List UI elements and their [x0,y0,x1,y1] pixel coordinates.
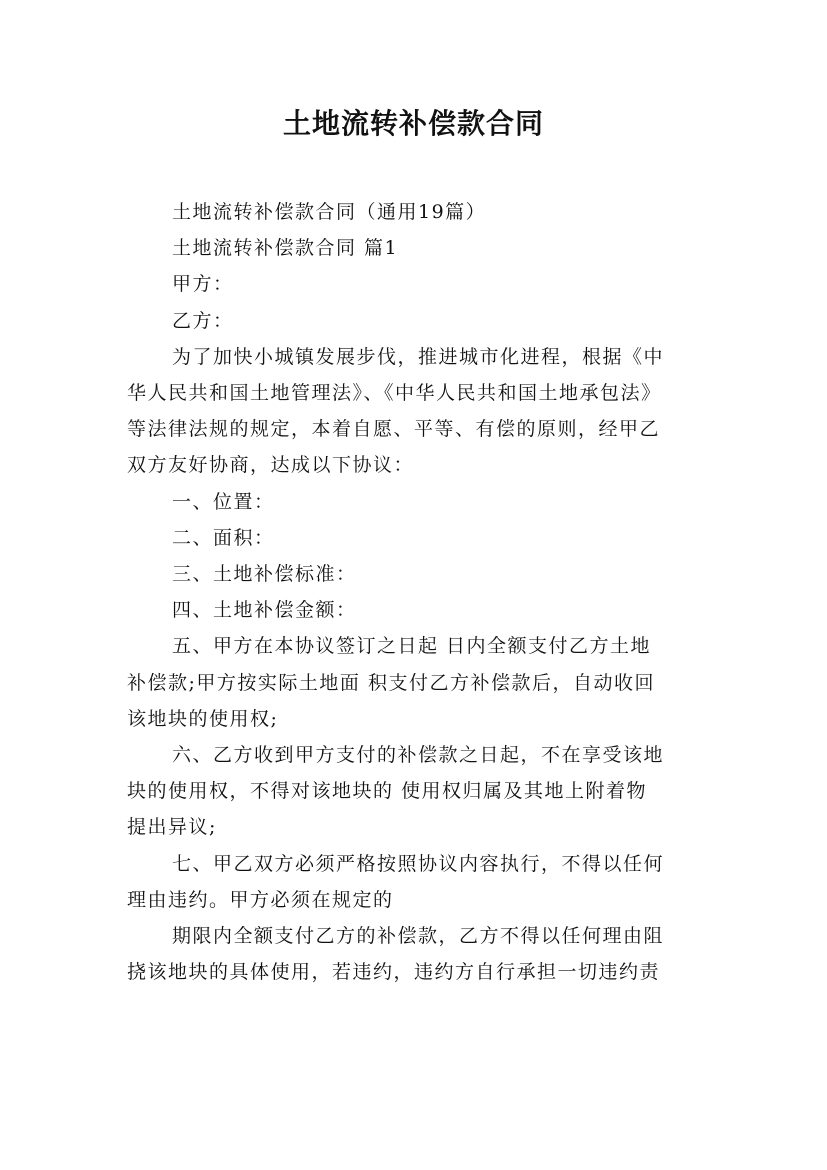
clause-performance [127,846,703,918]
clause-area: 二、面积： [172,526,275,549]
intro-line: 双方友好协商，达成以下协议： [127,454,415,477]
clause-performance-continued [127,918,703,990]
intro-line: 等法律法规的规定，本着自愿、平等、有偿的原则，经甲乙 [127,418,661,441]
clause-line: 六、乙方收到甲方支付的补偿款之日起，不在享受该地 [172,744,665,767]
clause-use-rights [127,737,703,846]
clause-line: 理由违约。甲方必须在规定的 [127,888,394,911]
clause-payment [127,628,703,737]
clause-line: 补偿款;甲方按实际土地面 积支付乙方补偿款后，自动收回 [127,671,655,694]
clause-line: 七、甲乙双方必须严格按照协议内容执行，不得以任何 [172,852,665,875]
clause-compensation-amount: 四、土地补偿金额： [172,599,357,622]
intro-line: 为了加快小城镇发展步伐，推进城市化进程，根据《中 [172,345,665,368]
clause-line: 五、甲方在本协议签订之日起 日内全额支付乙方土地 [172,635,652,658]
intro-line: 华人民共和国土地管理法》、《中华人民共和国土地承包法》 [127,382,662,405]
clause-line: 挠该地块的具体使用，若违约，违约方自行承担一切违约责 [127,961,661,984]
clause-compensation-standard: 三、土地补偿标准： [172,563,357,586]
clause-line: 该地块的使用权; [127,707,279,730]
party-b-label: 乙方： [172,309,234,332]
clause-location: 一、位置： [172,490,275,513]
clause-line: 期限内全额支付乙方的补偿款，乙方不得以任何理由阻 [172,925,665,948]
party-a-label: 甲方： [172,273,234,296]
intro-paragraph [127,339,703,484]
document-body [127,194,703,990]
clause-line: 提出异议; [127,816,217,839]
document-subtitle: 土地流转补偿款合同（通用19篇） [172,201,487,223]
section-heading: 土地流转补偿款合同 篇1 [172,237,399,260]
document-title: 土地流转补偿款合同 [282,107,544,140]
clause-line: 块的使用权，不得对该地块的 使用权归属及其地上附着物 [127,780,648,803]
